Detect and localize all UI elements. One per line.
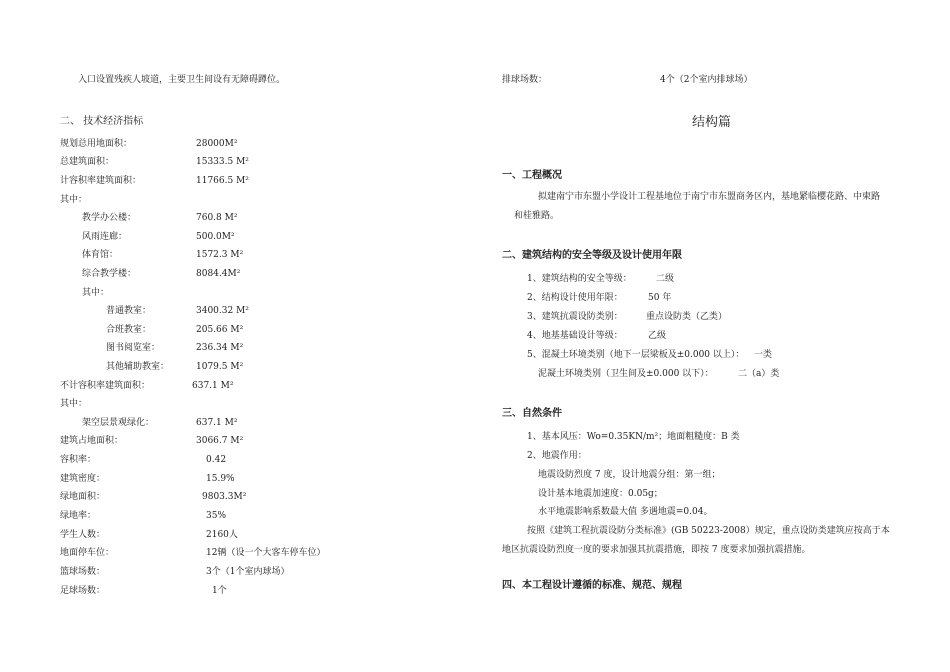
seismic-paragraph-line1: 按照《建筑工程抗震设防分类标准》(GB 50223-2008）规定，重点设防类建筑应按高于本 [527, 526, 890, 536]
seismic-paragraph-line2: 地区抗震设防烈度一度的要求加强其抗震措施，即按 7 度要求加强抗震措施。 [502, 545, 811, 555]
indicator-label: 建筑密度： [60, 474, 106, 484]
safety-item-label: 5、混凝土环境类别（地下一层梁板及±0.000 以上）： [527, 350, 745, 360]
indicator-label: 图书阅览室： [106, 343, 161, 353]
indicator-label: 普通教室： [106, 306, 152, 316]
seismic-action: 2、地震作用： [527, 451, 587, 461]
volleyball-label: 排球场数： [502, 75, 548, 85]
indicator-value: 15.9% [206, 474, 235, 484]
safety-item-label: 4、地基基础设计等级： [527, 331, 623, 341]
left-intro: 入口设置残疾人坡道，主要卫生间设有无障碍蹲位。 [78, 75, 286, 85]
indicator-value: 8084.4M² [196, 269, 241, 279]
safety-item-value: 50 年 [648, 293, 672, 303]
indicator-value: 1个 [212, 586, 227, 596]
indicator-value: 0.42 [206, 455, 227, 465]
indicator-label: 绿地面积： [60, 492, 106, 502]
seismic-line1: 地震设防烈度 7 度，设计地震分组：第一组； [538, 470, 721, 480]
indicator-label: 篮球场数： [60, 567, 106, 577]
left-heading-indicators: 二、 技术经济指标 [60, 116, 144, 127]
indicator-label: 教学办公楼： [82, 213, 137, 223]
indicator-value: 205.66 M² [196, 325, 244, 335]
indicator-label: 其他辅助教室： [106, 362, 170, 372]
indicator-value: 2160人 [206, 530, 238, 540]
volleyball-value: 4个（2个室内排球场） [660, 75, 753, 85]
safety-item-label: 3、建筑抗震设防类别： [527, 312, 623, 322]
indicator-value: 1079.5 M² [196, 362, 244, 372]
indicator-value: 1572.3 M² [196, 250, 244, 260]
indicator-label: 足球场数： [60, 586, 106, 596]
indicator-value: 760.8 M² [196, 213, 238, 223]
section-title-structure: 结构篇 [692, 115, 732, 130]
indicator-label: 建筑占地面积： [60, 436, 124, 446]
wind-pressure: 1、基本风压：Wo=0.35KN/m²；地面粗糙度：B 类 [527, 432, 740, 442]
indicator-value: 12辆（设一个大客车停车位） [206, 548, 326, 558]
indicator-label: 风雨连廊： [82, 232, 128, 242]
seismic-line3: 水平地震影响系数最大值 多遇地震=0.04。 [538, 507, 713, 517]
indicator-label: 不计容积率建筑面积： [60, 381, 151, 391]
indicator-label: 绿地率： [60, 511, 97, 521]
safety-item-value: 二级 [656, 274, 675, 284]
indicator-value: 500.0M² [196, 232, 235, 242]
indicator-label: 体育馆： [82, 250, 119, 260]
overview-paragraph-line2: 和桂雅路。 [514, 211, 560, 221]
safety-item-label: 2、结构设计使用年限： [527, 293, 623, 303]
indicator-label: 计容积率建筑面积： [60, 176, 142, 186]
indicator-value: 9803.3M² [202, 492, 247, 502]
indicator-value: 3个（1个室内球场） [206, 567, 290, 577]
indicator-label: 容积率： [60, 455, 97, 465]
safety-item-label: 1、建筑结构的安全等级： [527, 274, 632, 284]
heading-safety-grade: 二、建筑结构的安全等级及设计使用年限 [502, 250, 682, 261]
indicator-label: 其中： [60, 195, 88, 205]
heading-overview: 一、工程概况 [502, 170, 562, 181]
safety-item-value: 二（a）类 [738, 369, 780, 379]
indicator-label: 地面停车位： [60, 548, 115, 558]
safety-item-label: 泥凝土环境类别（卫生间及±0.000 以下）： [538, 369, 714, 379]
indicator-value: 35% [206, 511, 227, 521]
indicator-value: 3400.32 M² [196, 306, 249, 316]
indicator-value: 637.1 M² [192, 381, 234, 391]
indicator-value: 637.1 M² [196, 418, 238, 428]
indicator-label: 规划总用地面积： [60, 139, 133, 149]
safety-item-value: 一类 [754, 350, 773, 360]
safety-item-value: 乙级 [648, 331, 667, 341]
indicator-label: 合班教室： [106, 325, 152, 335]
indicator-value: 11766.5 M² [196, 176, 249, 186]
heading-standards: 四、本工程设计遵循的标准、规范、规程 [502, 580, 682, 591]
indicator-value: 3066.7 M² [196, 436, 244, 446]
indicator-label: 学生人数： [60, 530, 106, 540]
indicator-label: 其中： [82, 288, 110, 298]
indicator-label: 架空层景观绿化： [82, 418, 155, 428]
safety-item-value: 重点设防类（乙类） [646, 312, 728, 322]
indicator-label: 其中： [60, 399, 88, 409]
indicator-label: 总建筑面积： [60, 157, 115, 167]
indicator-value: 15333.5 M² [196, 157, 249, 167]
indicator-value: 236.34 M² [196, 343, 244, 353]
heading-natural-conditions: 三、自然条件 [502, 408, 562, 419]
overview-paragraph-line1: 拟建南宁市东盟小学设计工程基地位于南宁市东盟商务区内，基地紧临樱花路、中柬路 [538, 192, 881, 202]
seismic-line2: 设计基本地震加速度：0.05g； [538, 489, 663, 499]
indicator-label: 综合教学楼： [82, 269, 137, 279]
indicator-value: 28000M² [196, 139, 238, 149]
